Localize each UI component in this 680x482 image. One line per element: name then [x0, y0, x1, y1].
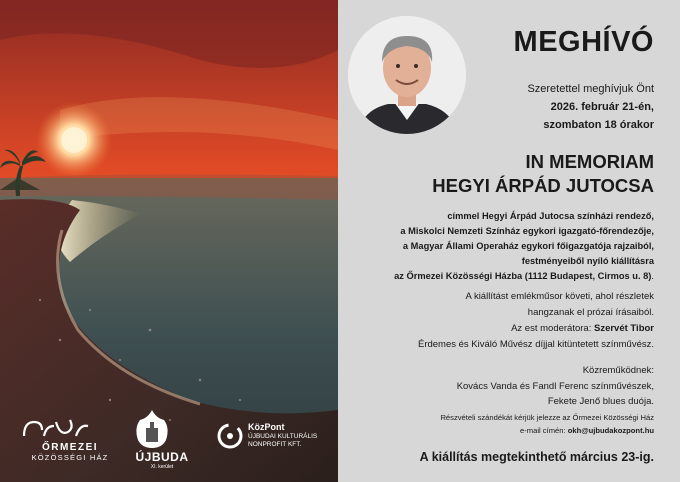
event-time: szombaton 18 órakor	[543, 119, 654, 131]
venue-line	[334, 269, 654, 284]
contributors-line: Kovács Vanda és Fandl Ferenc színművészek,	[456, 380, 654, 392]
exhibition-description	[334, 209, 654, 284]
kozpont-ring-icon	[216, 422, 244, 450]
kozpont-name: KözPont	[248, 422, 285, 432]
contributors-line: Fekete Jenő blues duója.	[547, 396, 654, 407]
moderator-name: Szervét Tibor	[593, 323, 654, 334]
sunset-painting	[0, 0, 338, 482]
rsvp-email-link[interactable]: okh@ujbudakozpont.hu	[567, 426, 654, 435]
contributors-label: Közreműködnek:	[582, 365, 654, 376]
venue-address: az Őrmezei Közösségi Házba (1112 Budapest, Cirmos u. 8)	[394, 271, 652, 281]
description-line: festményeiből nyíló kiállításra	[521, 256, 654, 266]
moderator-title: Érdemes és Kiváló Művész díjjal kitüntetett színművész.	[417, 339, 654, 350]
ormezei-mark-icon	[20, 416, 92, 440]
description-line: címmel Hegyi Árpád Jutocsa színházi rendező,	[447, 211, 654, 221]
ujbuda-name: ÚJBUDA	[135, 450, 189, 464]
rsvp-email-label: e-mail címén:	[520, 426, 568, 435]
ujbuda-logo	[132, 408, 192, 470]
moderator-line	[334, 321, 654, 337]
ormezei-logo	[20, 416, 120, 462]
exhibition-title	[354, 150, 654, 198]
event-date: 2026. február 21-én,	[550, 101, 654, 113]
closing-note: A kiállítás megtekinthető március 23-ig.	[419, 450, 654, 464]
ormezei-subtitle: KÖZÖSSÉGI HÁZ	[31, 453, 109, 462]
invitation-title: MEGHÍVÓ	[513, 26, 654, 58]
ormezei-name: ŐRMEZEI	[41, 442, 99, 453]
moderator-label: Az est moderátora:	[511, 323, 594, 334]
ujbuda-crest-icon	[132, 408, 172, 450]
partner-logos	[0, 398, 338, 482]
exhibition-title-line2: HEGYI ÁRPÁD JUTOCSA	[432, 175, 654, 196]
venue-period: .	[651, 271, 654, 281]
rsvp-line: Részvételi szándékát kérjük jelezze az Őrmezei Közösségi Ház	[440, 413, 654, 422]
exhibition-title-line1: IN MEMORIAM	[525, 151, 654, 172]
invite-greeting: Szeretettel meghívjuk Önt	[527, 83, 654, 95]
kozpont-logo	[216, 422, 336, 450]
program-line: A kiállítást emlékműsor követi, ahol részletek	[465, 291, 654, 302]
rsvp-email-line	[334, 424, 654, 437]
kozpont-subtitle: ÚJBUDAI KULTURÁLIS NONPROFIT KFT.	[248, 433, 318, 448]
description-line: a Miskolci Nemzeti Színház egykori igazgató-főrendezője,	[400, 226, 654, 236]
ujbuda-district: XI. kerület	[150, 464, 174, 470]
program-block	[334, 289, 654, 353]
rsvp-block	[334, 411, 654, 437]
program-line: hangzanak el prózai írásaiból.	[527, 307, 654, 318]
contributors-block	[334, 363, 654, 410]
description-line: a Magyar Állami Operaház egykori főigazgatója rajzaiból,	[402, 241, 654, 251]
invite-block	[434, 80, 654, 134]
